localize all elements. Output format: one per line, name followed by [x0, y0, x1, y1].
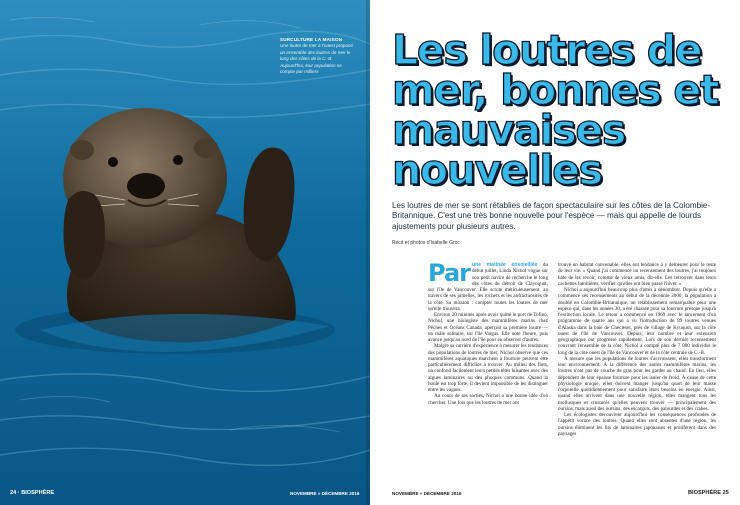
issue-date-left: NOVEMBRE » DÉCEMBRE 2016: [290, 491, 360, 496]
page-number-right: BIOSPHÈRE 25: [688, 490, 729, 496]
paragraph: Au cours de ses sorties, Nichol a une bonne idée d'où chercher. Une fois que les loutres de mer ont: [428, 393, 548, 406]
article-title: Les loutres de mer, bonnes et mauvaises nouvelles: [392, 26, 719, 194]
caption-text: Une loutre de mer à l'ouest proposé un ensemble des loutres de mer le long des côtes de la C.-B. Aujourd'hui, leur population se compte par milliers: [280, 43, 353, 75]
drop-cap: Par: [428, 259, 470, 287]
folio-left: [0, 486, 370, 505]
article-byline: Récit et photos d'Isabelle Groc: [392, 240, 460, 246]
folio-right: [370, 486, 740, 505]
text-column-1: [428, 259, 549, 406]
paragraph: [428, 259, 549, 312]
right-page: [370, 0, 740, 505]
photo-caption: [280, 37, 356, 75]
paragraph: Malgré sa carrière d'expérience à mesurer les tendances des populations de loutres de mer, Nichol observe que ces mammifères aquatiques marchent à fourrure peuvent être particulièrement difficiles à trouver. Au milieu des flots, on confond facilement leurs petites têtes luisantes avec des algues laminaires ou des phoques communs. Quand la houle est trop forte, il devient impossible de les distinguer entre les vagues.: [428, 343, 548, 393]
text-column-2: [558, 262, 716, 437]
paragraph: Les écologistes découvrent aujourd'hui les conséquences profondes de l'appétit vorace des loutres. Quand elles sont absentes d'une région, les oursins éliminent les lits de laminaires japonaises et prolifèrent dans des paysages: [558, 412, 716, 437]
paragraph: Nichol a aujourd'hui beaucoup plus d'amis à dénombrer. Depuis qu'elle a commencé ses recensements au début de la décennie 2000, la population a doublé en Colombie-Britannique, un rétablissement remarquable pour une espèce qui, dans les années 30, a été chassée pour sa fourrure presque jusqu'à l'extinction locale. Le retour a commencé en 1969 avec le lancement d'un programme de quatre ans qui a vu l'introduction de 89 loutres venues d'Alaska dans la baie de Checleset, près de village de Kyuquot, sur la côte ouest de l'île de Vancouver. Depuis, leur nombre et leur extension géographique ont progressé rapidement. Lors de son dernier recensement couvrant l'ensemble de la côte, Nichol a compté plus de 7 000 individus le long de la côte ouest de l'île de Vancouver et de la côte centrale de C.-B.: [558, 287, 716, 356]
paragraph: trouvé un habitat convenable, elles ont tendance à y demeurer pour le reste de leur vie. « Quand j'ai commencé un recensement des loutres, j'ai toujours hâte de les revoir, comme de vieux amis, dit-elle. Les retrouver dans leurs cachettes familières, vérifier qu'elles ont bien passé l'hiver. »: [558, 262, 716, 287]
caption-title: SURCULTURE LA MAISON: [280, 37, 343, 42]
article-deck: Les loutres de mer se sont rétablies de façon spectaculaire sur les côtes de la Colombie-Britannique. C'est une très bonne nouvelle pour l'espèce — mais qui appelle de lourds ajustements pour plusieurs autres.: [392, 201, 711, 231]
page-number-left: 24 · BIOSPHÈRE: [10, 490, 55, 496]
paragraph: À mesure que les populations de loutres s'accroissent, elles transforment leur environnement. À la différence des autres mammifères marins, les loutres n'ont pas de couche de gras pour les garder au chaud. En lieu, elles dépendent de leur épaisse fourrure pour les isoler du froid. À cause de cette physiologie unique, elles doivent manger jusqu'au quart de leur masse corporelle quotidiennement pour satisfaire leurs besoins en énergie. Ainsi, quand elles arrivent dans une nouvelle région, elles mangent tous les mollusques et crustacés qu'elles peuvent trouver — principalement des oursins, mais aussi des oursins, des escargots, des palourdes et des crabes.: [558, 355, 716, 412]
paragraph-text: du début juillet, Linda Nichol vogue sur son petit navire de recherche le long des côtes du détroit de Clayoquot, sur l'île de Vancouver. Elle scrute méticuleusement, au travers de ses jumelles, les rochers et les anfractuosités de la côte. Sa mission : compter toutes les loutres de mer qu'elle trouvera.: [428, 262, 549, 312]
lead-in: une matinée ensoleillée: [471, 262, 538, 268]
issue-date-right: NOVEMBRE » DÉCEMBRE 2016: [392, 491, 462, 496]
paragraph: Environ 20 minutes après avoir quitté le port de Tofino, Nichol, une biologiste des mammifères marins chez Pêches et Océans Canada, aperçoit sa première loutre — un mâle solitaire, sur l'île Vargas. Elle note l'heure, puis avance jusqu'au nord de l'île pour en observer d'autres.: [428, 312, 548, 343]
